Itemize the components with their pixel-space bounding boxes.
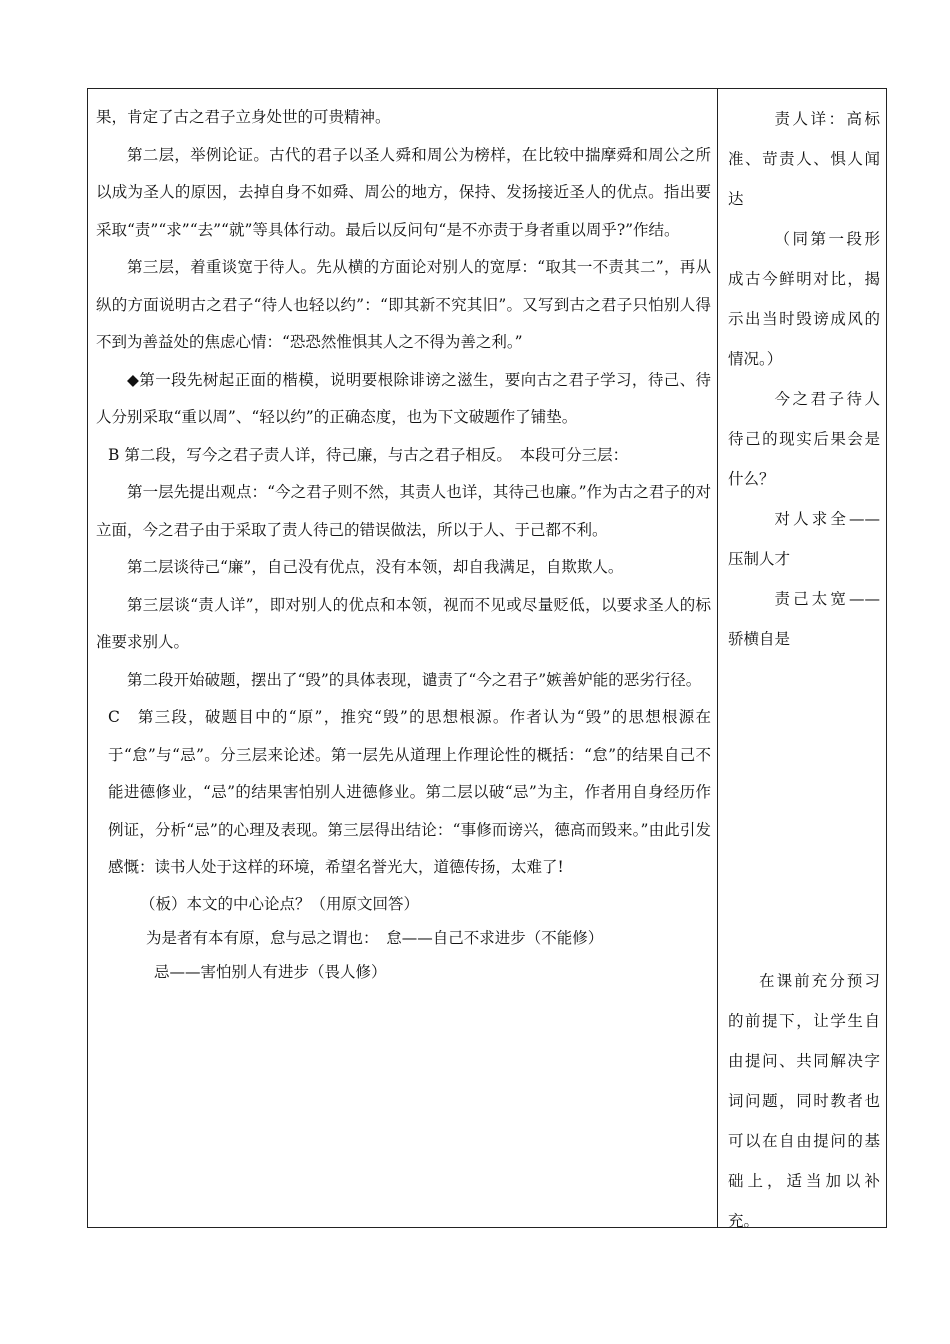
lesson-table (87, 88, 887, 1228)
paragraph: 果，肯定了古之君子立身处世的可贵精神。 (96, 108, 391, 126)
note: （同第一段形成古今鲜明对比，揭示出当时毁谤成风的情况。） (728, 230, 880, 368)
note: 今之君子待人待己的现实后果会是什么？ (728, 390, 880, 488)
paragraph: 第三层谈“责人详”，即对别人的优点和本领，视而不见或尽量贬低，以要求圣人的标准要求别人。 (96, 595, 711, 651)
thesis-line: 忌——害怕别人有进步（畏人修） (154, 962, 387, 981)
paragraph: 第二层，举例论证。古代的君子以圣人舜和周公为榜样，在比较中揣摩舜和周公之所以成为圣人的原因，去掉自身不如舜、周公的地方，保持、发扬接近圣人的优点。指出要采取“责”“求”“去”“就”等具体行动。最后以反问句“是不亦责于身者重以周乎?”作结。 (96, 145, 711, 239)
note: 在课前充分预习的前提下，让学生自由提问、共同解决字词问题，同时教者也可以在自由提问的基础上，适当加以补充。 (728, 972, 880, 1230)
main-content-column (96, 99, 711, 989)
paragraph: B 第二段，写今之君子责人详，待己廉，与古之君子相反。 本段可分三层： (108, 445, 629, 464)
spacer (728, 659, 880, 961)
paragraph: ◆第一段先树起正面的楷模，说明要根除诽谤之滋生，要向古之君子学习，待己、待人分别采取“重以周”、“轻以约”的正确态度，也为下文破题作了铺垫。 (96, 370, 711, 426)
note: 责己太宽——骄横自是 (728, 590, 880, 648)
paragraph: 第三层，着重谈宽于待人。先从横的方面论对别人的宽厚：“取其一不责其二”，再从纵的方面说明古之君子“待人也轻以约”：“即其新不究其旧”。又写到古之君子只怕别人得不到为善益处的焦虑心情：“恐恐然惟惧其人之不得为善之利。” (96, 258, 711, 351)
board-question: （板）本文的中心论点？（用原文回答） (140, 894, 420, 913)
paragraph: 第二段开始破题，摆出了“毁”的具体表现，谴责了“今之君子”嫉善妒能的恶劣行径。 (127, 670, 702, 689)
paragraph: 第二层谈待己“廉”，自己没有优点，没有本领，却自我满足，自欺欺人。 (127, 558, 624, 576)
column-divider (717, 89, 718, 1227)
note: 对人求全——压制人才 (728, 510, 880, 568)
note: 责人详：高标准、苛责人、惧人闻达 (728, 110, 880, 208)
thesis-line: 为是者有本有原，怠与忌之谓也： 怠——自己不求进步（不能修） (146, 928, 604, 947)
notes-column (728, 99, 880, 1241)
paragraph: C 第三段，破题目中的“原”，推究“毁”的思想根源。作者认为“毁”的思想根源在于“怠”与“忌”。分三层来论述。第一层先从道理上作理论性的概括：“怠”的结果自己不能进德修业，“忌”的结果害怕别人进德修业。第二层以破“忌”为主，作者用自身经历作例证，分析“忌”的心理及表现。第三层得出结论：“事修而谤兴，德高而毁来。”由此引发感慨：读书人处于这样的环境，希望名誉光大，道德传扬，太难了! (108, 708, 711, 876)
paragraph: 第一层先提出观点：“今之君子则不然，其责人也详，其待己也廉。”作为古之君子的对立面，今之君子由于采取了责人待己的错误做法，所以于人、于己都不利。 (96, 483, 711, 539)
